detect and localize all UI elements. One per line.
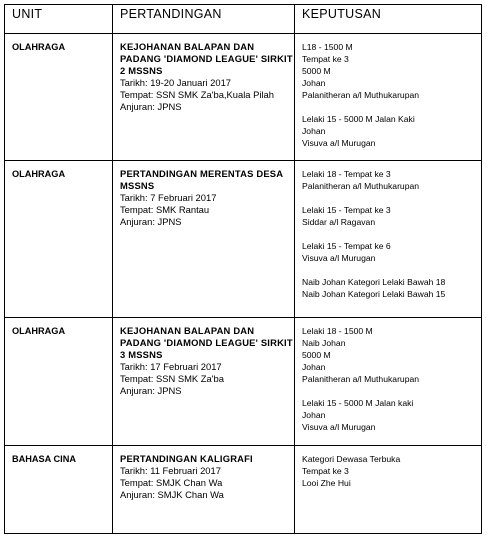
- result-line: Visuva a/l Murugan: [302, 253, 376, 263]
- header-pertandingan: PERTANDINGAN: [113, 5, 295, 34]
- competition-cell: [113, 446, 295, 534]
- result-line: Johan: [302, 362, 326, 372]
- header-keputusan: KEPUTUSAN: [295, 5, 482, 34]
- competition-title: PADANG 'DIAMOND LEAGUE' SIRKIT: [120, 53, 293, 64]
- unit-cell: OLAHRAGA: [5, 318, 113, 446]
- competition-date: Tarikh: 17 Februari 2017: [120, 361, 222, 372]
- result-line: Johan: [302, 78, 326, 88]
- result-line: Lelaki 15 - 5000 M Jalan kaki: [302, 398, 414, 408]
- competition-date: Tarikh: 19-20 Januari 2017: [120, 77, 232, 88]
- result-line: Lelaki 15 - Tempat ke 3: [302, 205, 391, 215]
- result-line: L18 - 1500 M: [302, 42, 353, 52]
- competition-title: PADANG 'DIAMOND LEAGUE' SIRKIT: [120, 337, 293, 348]
- competition-date: Tarikh: 7 Februari 2017: [120, 192, 217, 203]
- result-line: Naib Johan Kategori Lelaki Bawah 15: [302, 289, 446, 299]
- result-cell: [295, 34, 482, 161]
- competition-title: PERTANDINGAN MERENTAS DESA: [120, 168, 284, 179]
- competition-title: PERTANDINGAN KALIGRAFI: [120, 453, 253, 464]
- competition-title: 2 MSSNS: [120, 65, 163, 76]
- result-line: Palanitheran a/l Muthukarupan: [302, 374, 420, 384]
- competition-organizer: Anjuran: SMJK Chan Wa: [120, 489, 224, 500]
- table-row: [5, 161, 482, 318]
- competition-venue: Tempat: SSN SMK Za'ba: [120, 373, 224, 384]
- result-cell: [295, 446, 482, 534]
- result-line: Kategori Dewasa Terbuka: [302, 454, 401, 464]
- result-line: Johan: [302, 126, 326, 136]
- result-line: Lelaki 15 - Tempat ke 6: [302, 241, 391, 251]
- competition-venue: Tempat: SSN SMK Za'ba,Kuala Pilah: [120, 89, 274, 100]
- result-line: Visuva a/l Murugan: [302, 422, 376, 432]
- result-line: Palanitheran a/l Muthukarupan: [302, 90, 420, 100]
- competition-venue: Tempat: SMJK Chan Wa: [120, 477, 223, 488]
- unit-cell: BAHASA CINA: [5, 446, 113, 534]
- result-line: 5000 M: [302, 350, 331, 360]
- result-line: Naib Johan: [302, 338, 346, 348]
- competition-organizer: Anjuran: JPNS: [120, 216, 182, 227]
- unit-cell: OLAHRAGA: [5, 161, 113, 318]
- competition-title: 3 MSSNS: [120, 349, 163, 360]
- result-line: Naib Johan Kategori Lelaki Bawah 18: [302, 277, 446, 287]
- result-line: Visuva a/l Murugan: [302, 138, 376, 148]
- result-line: Tempat ke 3: [302, 54, 349, 64]
- results-table: [4, 4, 482, 534]
- result-line: Lelaki 18 - 1500 M: [302, 326, 373, 336]
- header-row: [5, 5, 482, 34]
- competition-title: MSSNS: [120, 180, 155, 191]
- competition-organizer: Anjuran: JPNS: [120, 101, 182, 112]
- result-line: Looi Zhe Hui: [302, 478, 351, 488]
- result-line: Johan: [302, 410, 326, 420]
- competition-title: KEJOHANAN BALAPAN DAN: [120, 41, 255, 52]
- result-line: Tempat ke 3: [302, 466, 349, 476]
- result-line: Palanitheran a/l Muthukarupan: [302, 181, 420, 191]
- result-line: Siddar a/l Ragavan: [302, 217, 376, 227]
- table-row: [5, 318, 482, 446]
- competition-date: Tarikh: 11 Februari 2017: [120, 465, 221, 476]
- competition-venue: Tempat: SMK Rantau: [120, 204, 210, 215]
- table-row: [5, 34, 482, 161]
- competition-organizer: Anjuran: JPNS: [120, 385, 182, 396]
- table-row: [5, 446, 482, 534]
- unit-cell: OLAHRAGA: [5, 34, 113, 161]
- result-line: Lelaki 18 - Tempat ke 3: [302, 169, 391, 179]
- competition-title: KEJOHANAN BALAPAN DAN: [120, 325, 255, 336]
- result-cell: [295, 318, 482, 446]
- result-line: 5000 M: [302, 66, 331, 76]
- header-unit: UNIT: [5, 5, 113, 34]
- result-cell: [295, 161, 482, 318]
- competition-cell: [113, 161, 295, 318]
- competition-cell: [113, 34, 295, 161]
- result-line: Lelaki 15 - 5000 M Jalan Kaki: [302, 114, 415, 124]
- competition-cell: [113, 318, 295, 446]
